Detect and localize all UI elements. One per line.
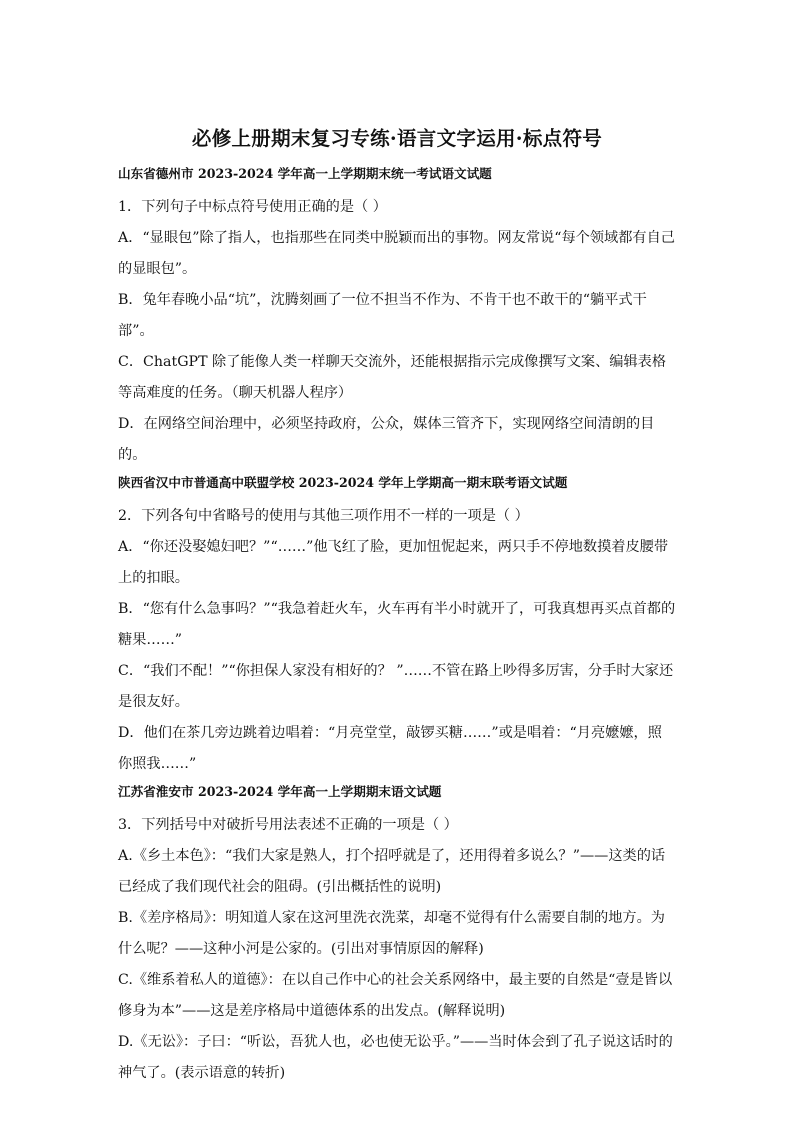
option-a: A．“显眼包”除了指人，也指那些在同类中脱颖而出的事物。网友常说“每个领域都有自己的显眼包”。 [118, 230, 675, 277]
question-stem: 2．下列各句中省略号的使用与其他三项作用不一样的一项是（ ） [118, 508, 529, 524]
exam-source: 山东省德州市 2023-2024 学年高一上学期期末统一考试语文试题 [118, 166, 492, 181]
option-b: B.《差序格局》：明知道人家在这河里洗衣洗菜，却毫不觉得有什么需要自制的地方。为什么呢？——这种小河是公家的。(引出对事情原因的解释) [118, 910, 665, 957]
question-stem: 3．下列括号中对破折号用法表述不正确的一项是（ ） [118, 817, 458, 833]
exam-source: 陕西省汉中市普通高中联盟学校 2023-2024 学年上学期高一期末联考语文试题 [118, 475, 568, 490]
option-d: D．在网络空间治理中，必须坚持政府，公众，媒体三管齐下，实现网络空间清朗的目的。 [118, 416, 655, 463]
option-b: B．“您有什么急事吗？”“我急着赶火车，火车再有半小时就开了，可我真想再买点首都的糖果……” [118, 601, 676, 648]
option-d: D．他们在茶几旁边跳着边唱着：“月亮堂堂，敲锣买糖……”或是唱着：“月亮嬷嬷，照你照我……” [118, 725, 662, 772]
option-a: A.《乡土本色》：“我们大家是熟人，打个招呼就是了，还用得着多说么？”——这类的话已经成了我们现代社会的阻碍。(引出概括性的说明) [118, 848, 666, 895]
exam-source: 江苏省淮安市 2023-2024 学年高一上学期期末语文试题 [118, 784, 442, 799]
question-stem: 1．下列句子中标点符号使用正确的是（ ） [118, 199, 387, 215]
question-section-2 [118, 475, 676, 780]
page-title: 必修上册期末复习专练·语言文字运用·标点符号 [191, 127, 603, 150]
option-d: D.《无讼》：子曰：“听讼，吾犹人也，必也使无讼乎。”——当时体会到了孔子说这话时的神气了。(表示语意的转折) [118, 1034, 673, 1081]
option-c: C．ChatGPT 除了能像人类一样聊天交流外，还能根据指示完成像撰写文案、编辑表格等高难度的任务。（聊天机器人程序） [118, 354, 667, 401]
question-section-3 [118, 784, 676, 1089]
question-section-1 [118, 166, 676, 471]
option-b: B．兔年春晚小品“坑”，沈腾刻画了一位不担当不作为、不肯干也不敢干的“躺平式干部”。 [118, 292, 647, 339]
option-c: C.《维系着私人的道德》：在以自己作中心的社会关系网络中，最主要的自然是“壹是皆以修身为本”——这是差序格局中道德体系的出发点。(解释说明) [118, 972, 673, 1019]
option-c: C．“我们不配！”“你担保人家没有相好的？ ”……不管在路上吵得多厉害，分手时大家还是很友好。 [118, 663, 674, 710]
option-a: A．“你还没娶媳妇吧？”“……”他飞红了脸，更加忸怩起来，两只手不停地数摸着皮腰带上的扣眼。 [118, 539, 669, 586]
